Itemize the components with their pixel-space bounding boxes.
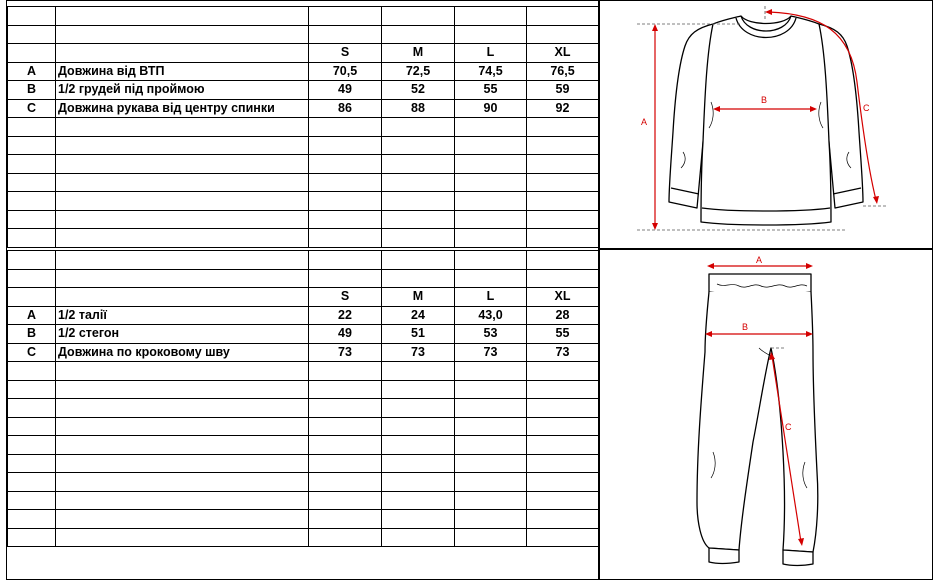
- table-row: [8, 510, 599, 529]
- pants-outline: [697, 274, 818, 566]
- table-row: [8, 210, 599, 229]
- measure-value: 49: [309, 81, 382, 100]
- measure-value: 55: [455, 81, 527, 100]
- measure-key: A: [8, 306, 56, 325]
- table-row: [8, 269, 599, 288]
- measure-value: 59: [527, 81, 599, 100]
- measure-value: 73: [527, 343, 599, 362]
- table-row: [8, 528, 599, 547]
- measure-value: 22: [309, 306, 382, 325]
- measure-value: 76,5: [527, 62, 599, 81]
- table-row: [8, 192, 599, 211]
- measure-value: 74,5: [455, 62, 527, 81]
- tops-size-table: [7, 6, 599, 248]
- size-header-row: [8, 288, 599, 307]
- measure-label-c: C: [863, 103, 870, 113]
- measure-value: 90: [455, 99, 527, 118]
- measure-label-a: A: [756, 255, 763, 265]
- table-row: [8, 81, 599, 100]
- measure-value: 43,0: [455, 306, 527, 325]
- pants-size-table: [7, 250, 599, 547]
- size-header: S: [309, 44, 382, 63]
- measure-value: 73: [455, 343, 527, 362]
- table-row: [8, 399, 599, 418]
- size-header-row: [8, 44, 599, 63]
- measure-value: 53: [455, 325, 527, 344]
- size-header: M: [382, 288, 455, 307]
- measure-label: 1/2 грудей під проймою: [56, 81, 309, 100]
- size-header: XL: [527, 288, 599, 307]
- measure-value: 51: [382, 325, 455, 344]
- table-row: [8, 136, 599, 155]
- measure-value: 72,5: [382, 62, 455, 81]
- sweatshirt-diagram: [601, 2, 931, 246]
- picture-panel-divider: [598, 0, 600, 580]
- measure-value: 28: [527, 306, 599, 325]
- measure-value: 55: [527, 325, 599, 344]
- table-row: [8, 436, 599, 455]
- measure-value: 73: [382, 343, 455, 362]
- table-row: [8, 491, 599, 510]
- size-header: L: [455, 44, 527, 63]
- measure-label: Довжина від ВТП: [56, 62, 309, 81]
- measure-label-a: A: [641, 117, 648, 127]
- measure-key: B: [8, 81, 56, 100]
- measure-value: 88: [382, 99, 455, 118]
- measure-value: 86: [309, 99, 382, 118]
- size-header: XL: [527, 44, 599, 63]
- picture-panel-divider: [598, 248, 933, 250]
- size-header: M: [382, 44, 455, 63]
- size-header: L: [455, 288, 527, 307]
- table-row: [8, 251, 599, 270]
- measure-label: 1/2 стегон: [56, 325, 309, 344]
- table-row: [8, 155, 599, 174]
- measure-key: A: [8, 62, 56, 81]
- table-row: [8, 173, 599, 192]
- table-row: [8, 99, 599, 118]
- measure-label: Довжина рукава від центру спинки: [56, 99, 309, 118]
- measure-key: C: [8, 343, 56, 362]
- measure-label-b: B: [761, 95, 768, 105]
- table-row: [8, 454, 599, 473]
- measure-value: 24: [382, 306, 455, 325]
- table-row: [8, 118, 599, 137]
- table-row: [8, 25, 599, 44]
- table-row: [8, 7, 599, 26]
- measure-key: C: [8, 99, 56, 118]
- pants-diagram: [601, 252, 931, 578]
- measure-key: B: [8, 325, 56, 344]
- size-header: S: [309, 288, 382, 307]
- table-row: [8, 229, 599, 248]
- table-row: [8, 325, 599, 344]
- measure-label: Довжина по кроковому шву: [56, 343, 309, 362]
- sweatshirt-outline: [669, 16, 863, 225]
- table-row: [8, 343, 599, 362]
- measure-value: 52: [382, 81, 455, 100]
- table-row: [8, 362, 599, 381]
- measure-label: 1/2 талії: [56, 306, 309, 325]
- measure-value: 73: [309, 343, 382, 362]
- table-row: [8, 62, 599, 81]
- measure-label-b: B: [742, 322, 749, 332]
- measure-value: 92: [527, 99, 599, 118]
- measure-value: 49: [309, 325, 382, 344]
- measure-label-c: C: [785, 422, 792, 432]
- table-row: [8, 473, 599, 492]
- measure-value: 70,5: [309, 62, 382, 81]
- table-row: [8, 380, 599, 399]
- table-row: [8, 306, 599, 325]
- table-row: [8, 417, 599, 436]
